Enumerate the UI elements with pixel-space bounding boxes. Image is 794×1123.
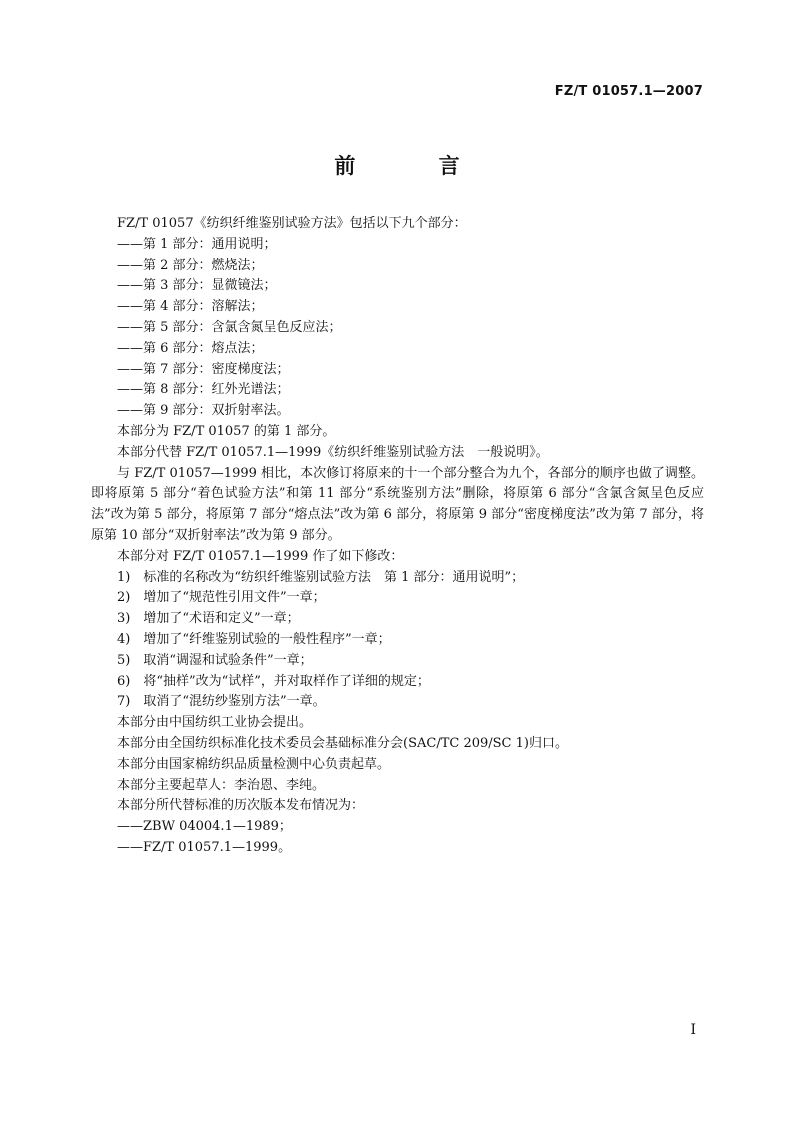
list-item-part-3: ——第 3 部分：显微镜法； xyxy=(117,278,277,294)
paragraph-comparison: 与 FZ/T 01057—1999 相比，本次修订将原来的十一个部分整合为九个，各部分的顺序也做了调整。即将原第 5 部分“着色试验方法”和第 11 部分“系统鉴别方法”删除，将原第 6 部分“含氯含氮呈色反应法”改为第 5 部分，将原第 7 部分“熔点法”改为第 6 部分，将原第 9 部分“密度梯度法”改为第 7 部分，将原第 10 部分“双折射率法”改为第 9 部分。 xyxy=(91,465,704,543)
list-item-part-6: ——第 6 部分：熔点法； xyxy=(117,340,264,356)
paragraph-part-statement: 本部分为 FZ/T 01057 的第 1 部分。 xyxy=(117,423,336,439)
list-item-part-4: ——第 4 部分：溶解法； xyxy=(117,299,264,315)
page-title: 前 言 xyxy=(334,154,498,178)
paragraph-modifications: 本部分对 FZ/T 01057.1—1999 作了如下修改： xyxy=(117,548,404,564)
paragraph-centralized: 本部分由全国纺织标准化技术委员会基础标准分会(SAC/TC 209/SC 1)归口。 xyxy=(117,735,568,751)
page-number: I xyxy=(690,1022,696,1038)
paragraph-replaces: 本部分代替 FZ/T 01057.1—1999《纺织纤维鉴别试验方法 一般说明》。 xyxy=(117,444,549,460)
modification-item-5: 5) 取消“调湿和试验条件”一章； xyxy=(117,652,313,668)
paragraph-intro: FZ/T 01057《纺织纤维鉴别试验方法》包括以下九个部分： xyxy=(117,216,467,231)
paragraph-drafters: 本部分主要起草人：李治恩、李纯。 xyxy=(117,777,326,793)
modification-item-2: 2) 增加了“规范性引用文件”一章； xyxy=(117,590,326,606)
list-item-part-7: ——第 7 部分：密度梯度法； xyxy=(117,361,290,377)
modification-item-6: 6) 将“抽样”改为“试样”，并对取样作了详细的规定； xyxy=(117,673,430,689)
modification-item-7: 7) 取消了“混纺纱鉴别方法”一章。 xyxy=(117,694,326,710)
foreword-body xyxy=(91,214,704,859)
history-item-2: ——FZ/T 01057.1—1999。 xyxy=(117,839,292,855)
paragraph-proposer: 本部分由中国纺织工业协会提出。 xyxy=(117,715,313,731)
modification-item-1: 1) 标准的名称改为“纺织纤维鉴别试验方法 第 1 部分：通用说明”； xyxy=(117,569,525,585)
history-item-1: ——ZBW 04004.1—1989； xyxy=(117,819,292,835)
list-item-part-1: ——第 1 部分：通用说明； xyxy=(117,236,277,252)
paragraph-history: 本部分所代替标准的历次版本发布情况为： xyxy=(117,798,365,814)
paragraph-drafter-org: 本部分由国家棉纺织品质量检测中心负责起草。 xyxy=(117,756,391,772)
modification-item-4: 4) 增加了“纤维鉴别试验的一般性程序”一章； xyxy=(117,631,391,647)
standard-code: FZ/T 01057.1—2007 xyxy=(554,84,703,99)
list-item-part-8: ——第 8 部分：红外光谱法； xyxy=(117,382,290,398)
list-item-part-2: ——第 2 部分：燃烧法； xyxy=(117,257,264,273)
list-item-part-5: ——第 5 部分：含氯含氮呈色反应法； xyxy=(117,319,342,335)
modification-item-3: 3) 增加了“术语和定义”一章； xyxy=(117,611,300,627)
list-item-part-9: ——第 9 部分：双折射率法。 xyxy=(117,403,290,419)
